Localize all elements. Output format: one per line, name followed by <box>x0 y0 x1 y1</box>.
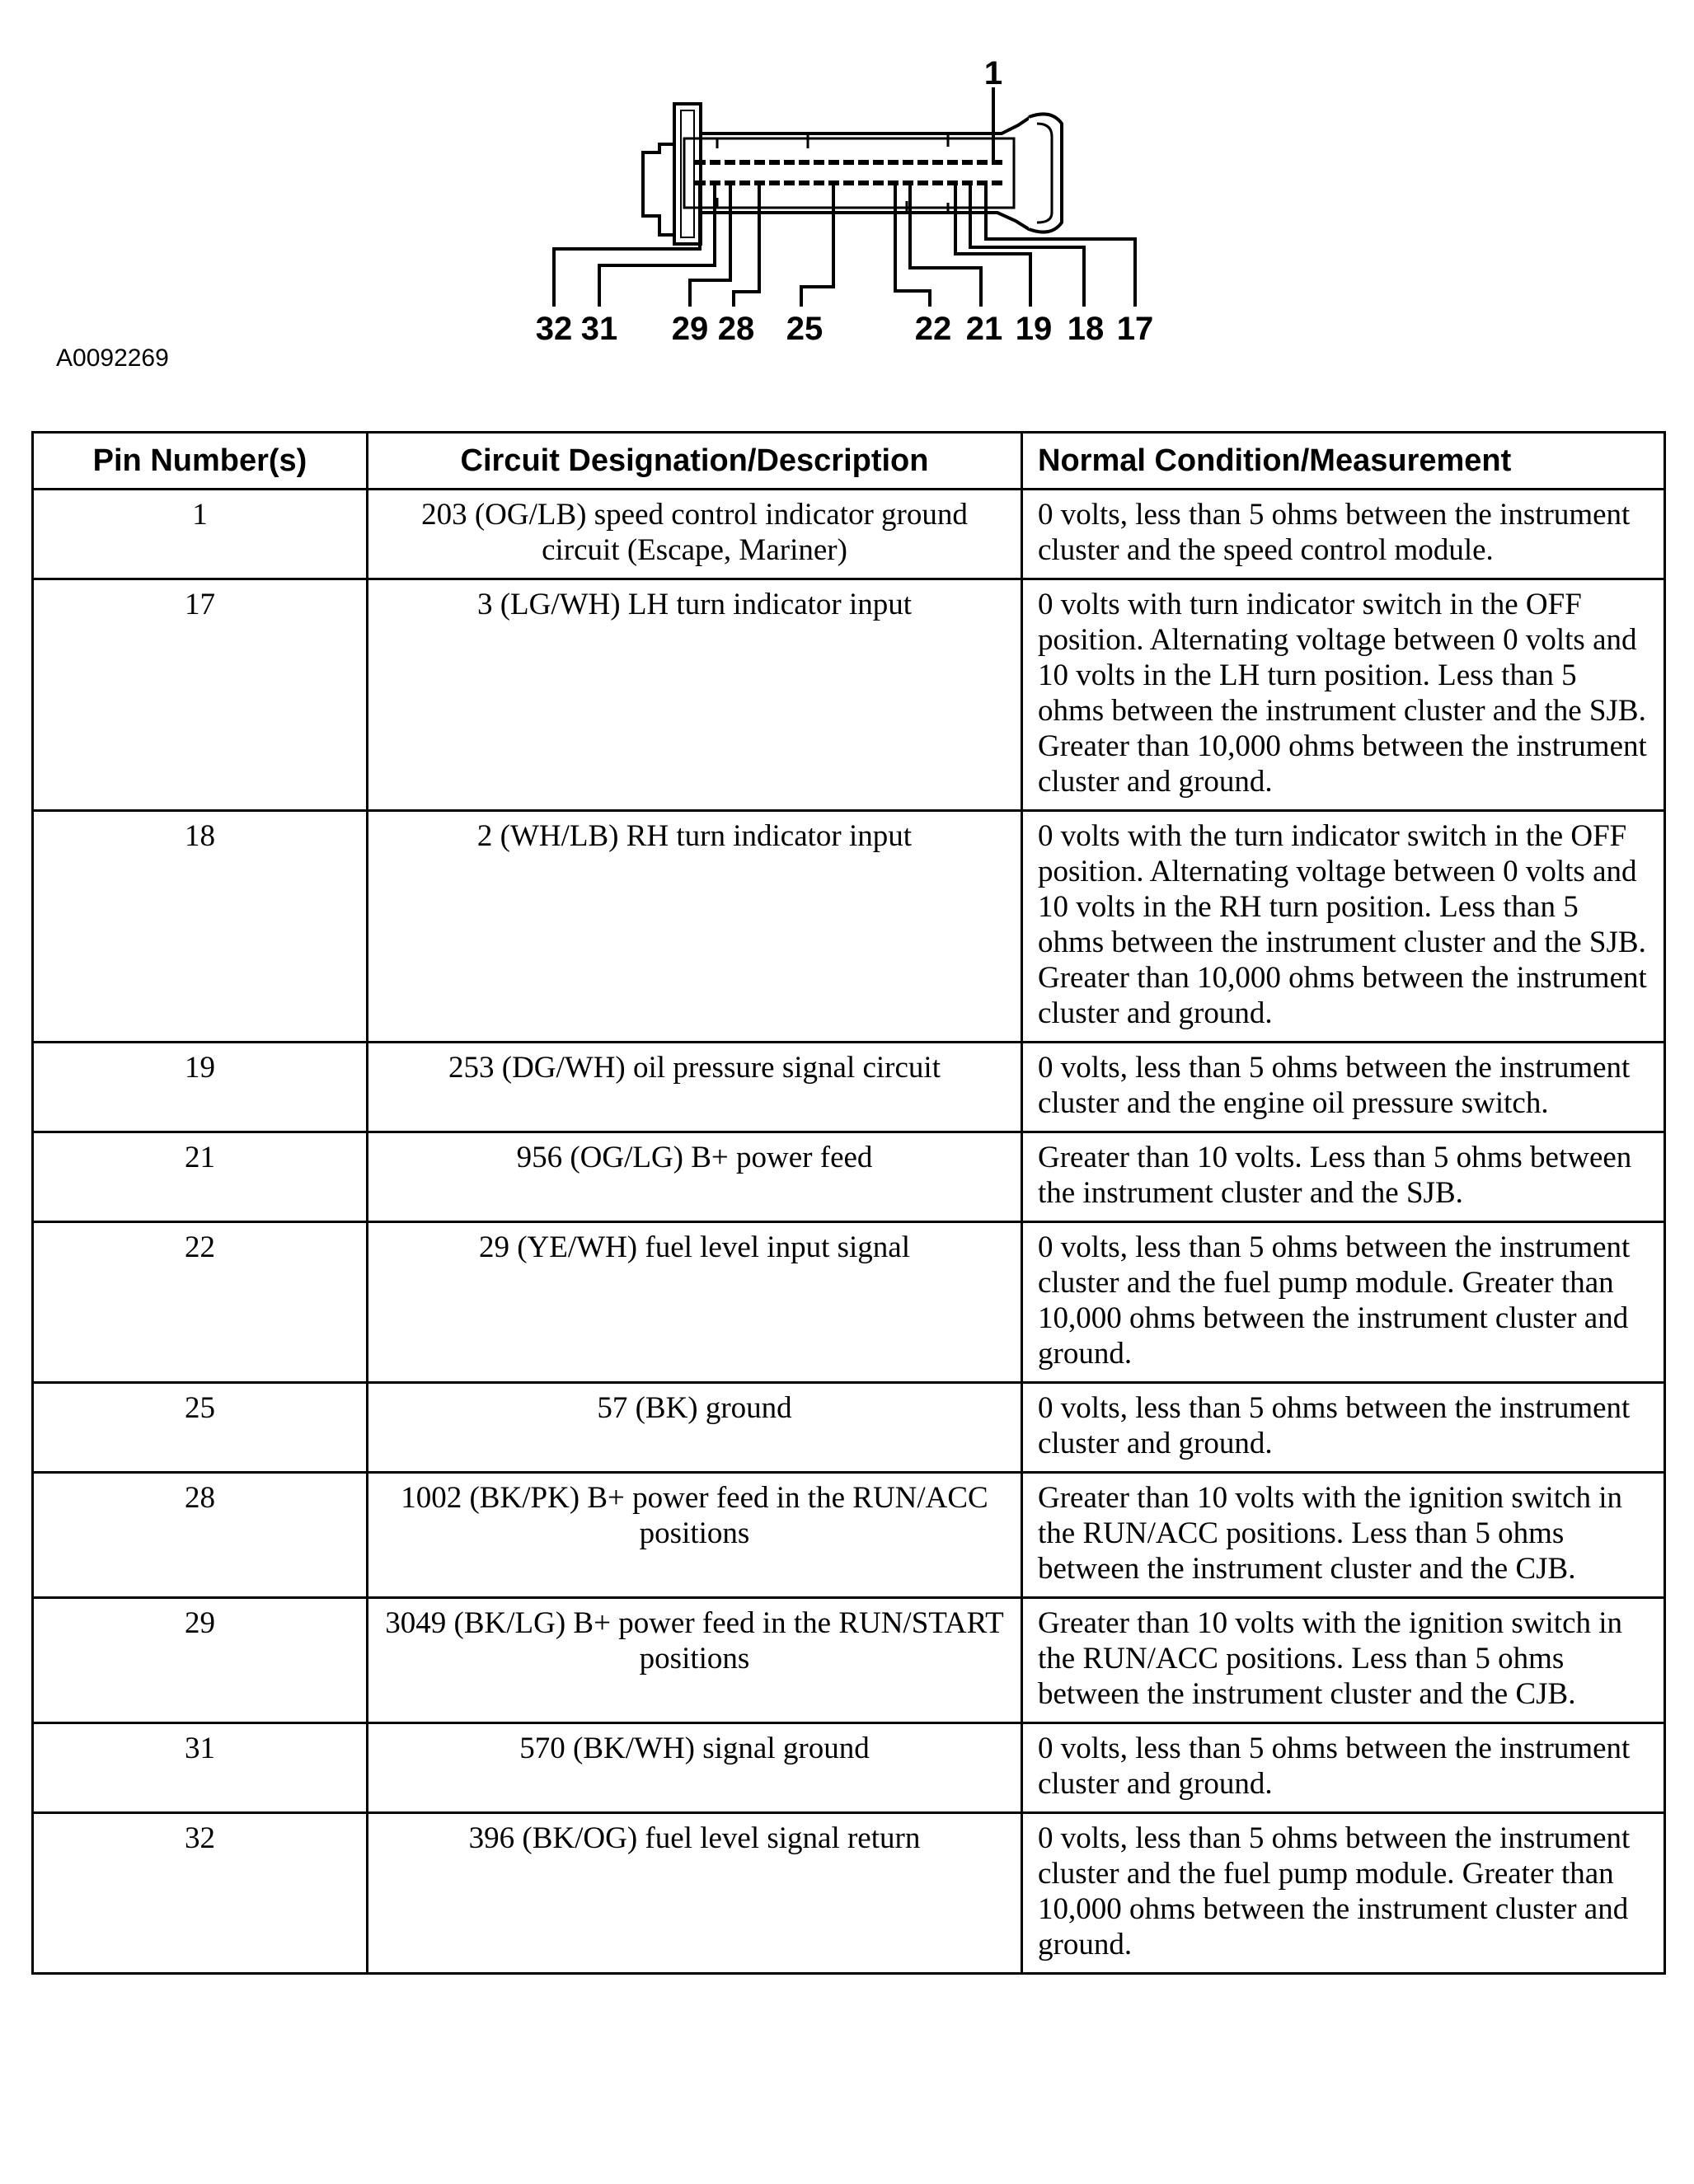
pin-cell: 32 <box>33 1813 368 1974</box>
condition-cell: 0 volts, less than 5 ohms between the instrument cluster and the fuel pump module. Greater than 10,000 ohms between the instrument cluster and ground. <box>1022 1222 1665 1383</box>
table-row <box>33 1813 1665 1974</box>
circuit-cell: 203 (OG/LB) speed control indicator ground circuit (Escape, Mariner) <box>368 490 1022 579</box>
pin-label: 17 <box>1116 311 1154 347</box>
table-header-row <box>33 433 1665 490</box>
pin-label: 25 <box>786 311 824 347</box>
pin-cell: 21 <box>33 1132 368 1222</box>
pin-cell: 31 <box>33 1723 368 1813</box>
table-row <box>33 1132 1665 1222</box>
pin-label: 29 <box>671 311 709 347</box>
pin-label: 31 <box>580 311 618 347</box>
table-row <box>33 1043 1665 1132</box>
table-row <box>33 811 1665 1043</box>
pin-cell: 22 <box>33 1222 368 1383</box>
pin-label: 28 <box>717 311 755 347</box>
pin-label: 32 <box>535 311 573 347</box>
header-circuit: Circuit Designation/Description <box>368 433 1022 490</box>
condition-cell: Greater than 10 volts with the ignition switch in the RUN/ACC positions. Less than 5 ohms between the instrument cluster and the CJB. <box>1022 1473 1665 1598</box>
header-condition: Normal Condition/Measurement <box>1022 433 1665 490</box>
condition-cell: Greater than 10 volts. Less than 5 ohms between the instrument cluster and the SJB. <box>1022 1132 1665 1222</box>
pin-cell: 1 <box>33 490 368 579</box>
circuit-cell: 956 (OG/LG) B+ power feed <box>368 1132 1022 1222</box>
condition-cell: 0 volts with the turn indicator switch in the OFF position. Alternating voltage between 0 volts and 10 volts in the RH turn position. Less than 5 ohms between the instrument cluster and the SJB. Greater than 10,000 ohms between the instrument cluster and ground. <box>1022 811 1665 1043</box>
table-row <box>33 1473 1665 1598</box>
circuit-cell: 396 (BK/OG) fuel level signal return <box>368 1813 1022 1974</box>
table-row <box>33 579 1665 811</box>
table-row <box>33 490 1665 579</box>
condition-cell: 0 volts, less than 5 ohms between the instrument cluster and ground. <box>1022 1383 1665 1473</box>
pin-cell: 28 <box>33 1473 368 1598</box>
pin-table <box>31 431 1666 1975</box>
pin-label: 22 <box>914 311 952 347</box>
condition-cell: 0 volts, less than 5 ohms between the instrument cluster and the fuel pump module. Greater than 10,000 ohms between the instrument cluster and ground. <box>1022 1813 1665 1974</box>
condition-cell: 0 volts with turn indicator switch in the OFF position. Alternating voltage between 0 volts and 10 volts in the LH turn position. Less than 5 ohms between the instrument cluster and the SJB. Greater than 10,000 ohms between the instrument cluster and ground. <box>1022 579 1665 811</box>
pin-label: 18 <box>1067 311 1105 347</box>
circuit-cell: 3 (LG/WH) LH turn indicator input <box>368 579 1022 811</box>
table-row <box>33 1598 1665 1723</box>
pin-cell: 17 <box>33 579 368 811</box>
pin-cell: 29 <box>33 1598 368 1723</box>
circuit-cell: 57 (BK) ground <box>368 1383 1022 1473</box>
circuit-cell: 253 (DG/WH) oil pressure signal circuit <box>368 1043 1022 1132</box>
connector-diagram <box>0 0 1694 387</box>
circuit-cell: 29 (YE/WH) fuel level input signal <box>368 1222 1022 1383</box>
table-row <box>33 1383 1665 1473</box>
condition-cell: 0 volts, less than 5 ohms between the instrument cluster and ground. <box>1022 1723 1665 1813</box>
pin-label-top: 1 <box>983 55 1003 91</box>
circuit-cell: 3049 (BK/LG) B+ power feed in the RUN/START positions <box>368 1598 1022 1723</box>
pin-cell: 18 <box>33 811 368 1043</box>
pin-label: 19 <box>1015 311 1053 347</box>
condition-cell: 0 volts, less than 5 ohms between the instrument cluster and the speed control module. <box>1022 490 1665 579</box>
pin-cell: 25 <box>33 1383 368 1473</box>
condition-cell: Greater than 10 volts with the ignition switch in the RUN/ACC positions. Less than 5 ohms between the instrument cluster and the CJB. <box>1022 1598 1665 1723</box>
header-pin: Pin Number(s) <box>33 433 368 490</box>
circuit-cell: 570 (BK/WH) signal ground <box>368 1723 1022 1813</box>
table-row <box>33 1222 1665 1383</box>
circuit-cell: 1002 (BK/PK) B+ power feed in the RUN/ACC positions <box>368 1473 1022 1598</box>
condition-cell: 0 volts, less than 5 ohms between the instrument cluster and the engine oil pressure switch. <box>1022 1043 1665 1132</box>
figure-id: A0092269 <box>56 344 169 372</box>
table-row <box>33 1723 1665 1813</box>
pin-cell: 19 <box>33 1043 368 1132</box>
circuit-cell: 2 (WH/LB) RH turn indicator input <box>368 811 1022 1043</box>
pin-label: 21 <box>965 311 1003 347</box>
